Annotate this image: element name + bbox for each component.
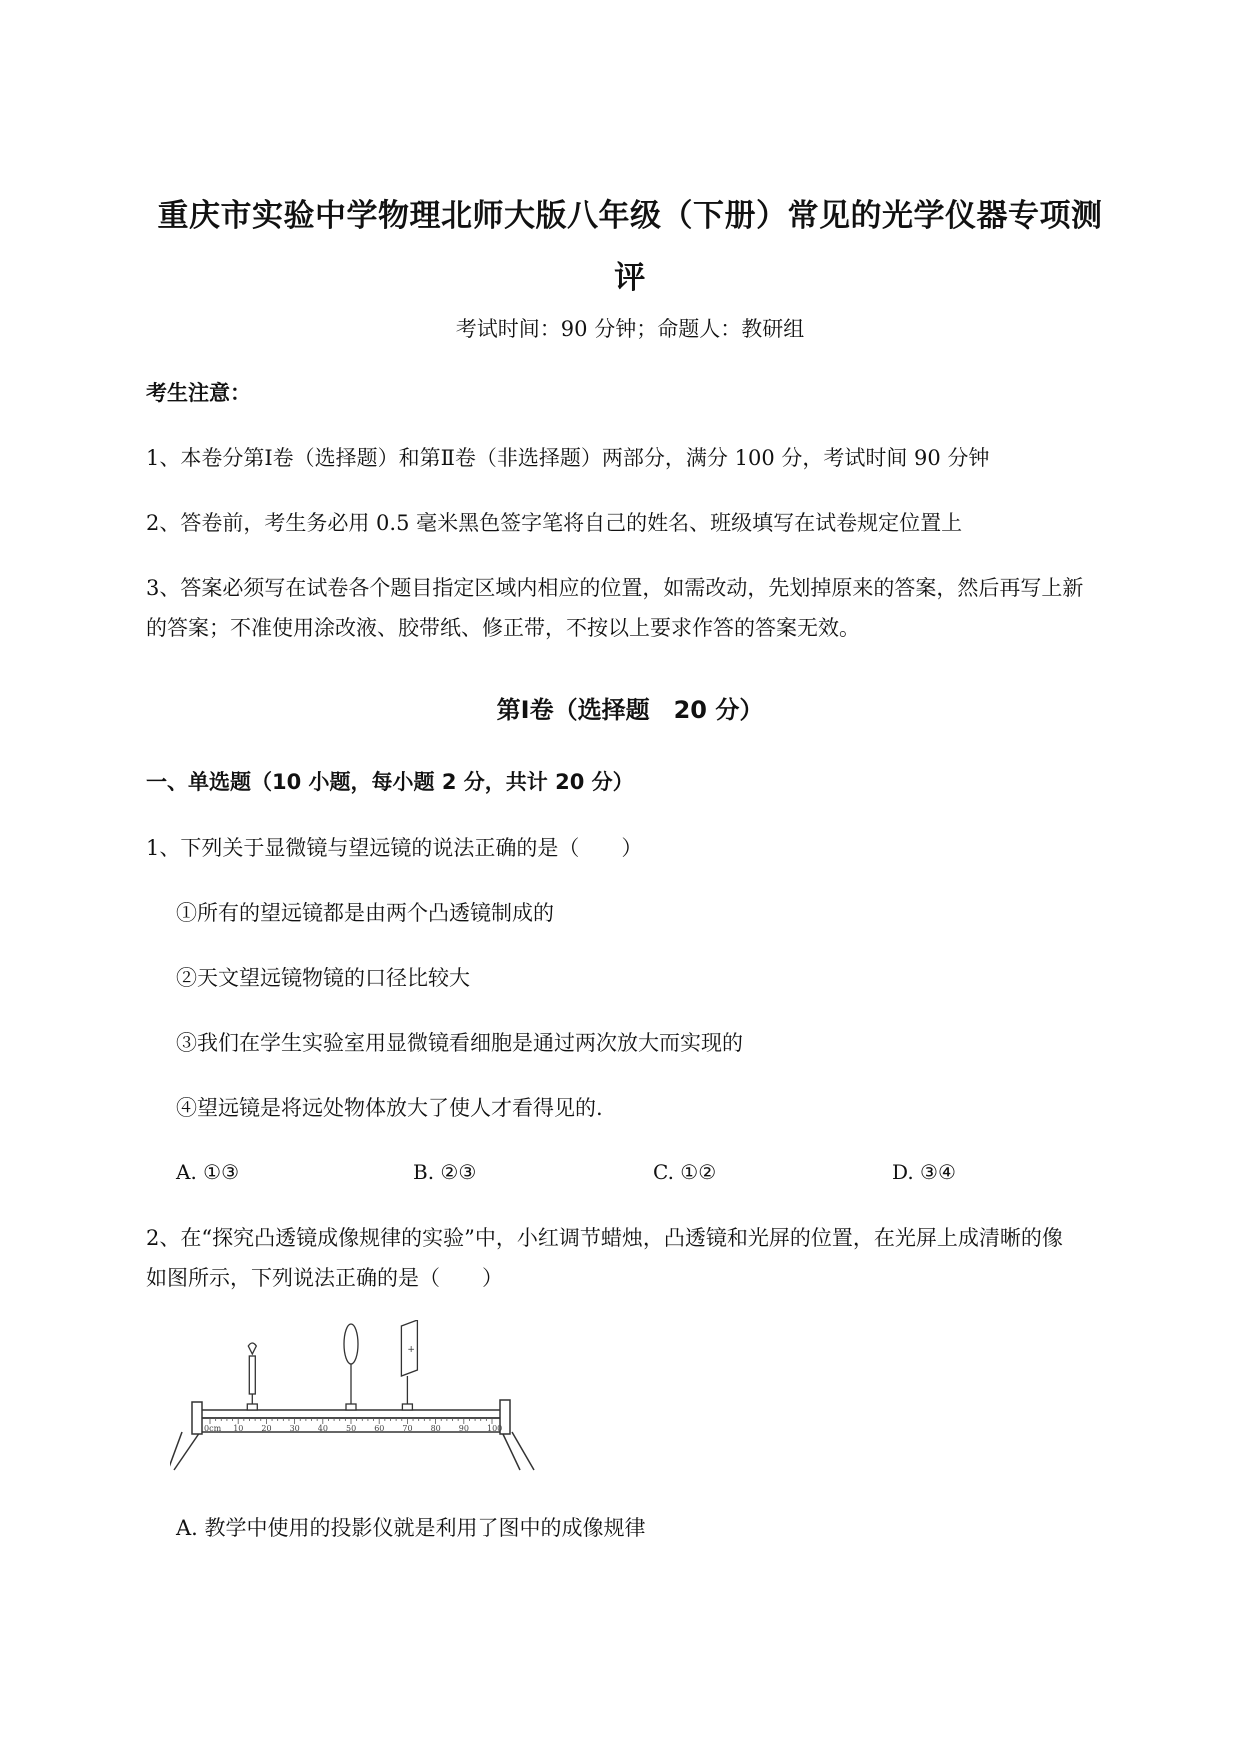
bench-left-end — [192, 1402, 202, 1434]
q1-statement-4: ④望远镜是将远处物体放大了使人才看得见的. — [176, 1096, 603, 1120]
scale-label: 80 — [430, 1424, 441, 1433]
scale-label: 60 — [374, 1424, 385, 1433]
scale-label: 90 — [458, 1424, 469, 1433]
bench-left-leg-inner — [170, 1432, 182, 1470]
scale-label: 50 — [346, 1424, 357, 1433]
bench-rail-top — [200, 1410, 502, 1418]
scale-label: 100 — [487, 1424, 503, 1433]
scale-label: 0cm — [204, 1424, 222, 1433]
q2-stem-line1: 2、在“探究凸透镜成像规律的实验”中，小红调节蜡烛，凸透镜和光屏的位置，在光屏上成清晰的像 — [146, 1226, 1063, 1250]
q1-option-b: B. ②③ — [413, 1160, 477, 1184]
notice-heading: 考生注意： — [146, 381, 251, 405]
q1-statement-2: ②天文望远镜物镜的口径比较大 — [176, 966, 470, 990]
candle-flame — [248, 1343, 256, 1354]
q1-statement-3: ③我们在学生实验室用显微镜看细胞是通过两次放大而实现的 — [176, 1031, 743, 1055]
convex-lens — [344, 1324, 358, 1410]
candle-body — [249, 1356, 255, 1394]
notice-item-2: 2、答卷前，考生务必用 0.5 毫米黑色签字笔将自己的姓名、班级填写在试卷规定位置上 — [146, 511, 963, 535]
part1-title: 第Ⅰ卷（选择题 20 分） — [496, 696, 764, 724]
light-screen — [401, 1320, 417, 1410]
section-heading: 一、单选题（10 小题，每小题 2 分，共计 20 分） — [146, 770, 634, 794]
q2-stem-line2: 如图所示，下列说法正确的是（ ） — [146, 1266, 503, 1290]
bench-right-leg-inner — [502, 1432, 520, 1470]
candle-base — [247, 1404, 257, 1410]
exam-subtitle: 考试时间：90 分钟；命题人：教研组 — [455, 317, 805, 341]
exam-title-line1: 重庆市实验中学物理北师大版八年级（下册）常见的光学仪器专项测 — [157, 198, 1103, 234]
scale-label: 70 — [402, 1424, 413, 1433]
q2-option-a: A. 教学中使用的投影仪就是利用了图中的成像规律 — [176, 1516, 646, 1540]
q1-stem: 1、下列关于显微镜与望远镜的说法正确的是（ ） — [146, 836, 643, 860]
q1-option-a: A. ①③ — [176, 1160, 240, 1184]
notice-item-3-line2: 的答案；不准使用涂改液、胶带纸、修正带，不按以上要求作答的答案无效。 — [146, 616, 860, 640]
screen-image-mark: + — [407, 1345, 415, 1355]
q1-option-c: C. ①② — [653, 1160, 717, 1184]
scale-label: 20 — [261, 1424, 272, 1433]
q1-option-d: D. ③④ — [892, 1160, 956, 1184]
notice-item-1: 1、本卷分第Ⅰ卷（选择题）和第Ⅱ卷（非选择题）两部分，满分 100 分，考试时间 90 分钟 — [146, 446, 990, 470]
bench-right-leg — [512, 1432, 534, 1470]
scale-label: 10 — [233, 1424, 244, 1433]
scale-label: 30 — [289, 1424, 300, 1433]
q1-statement-1: ①所有的望远镜都是由两个凸透镜制成的 — [176, 901, 554, 925]
screen-base — [402, 1404, 412, 1410]
optical-bench-figure — [170, 1320, 550, 1480]
notice-item-3-line1: 3、答案必须写在试卷各个题目指定区域内相应的位置，如需改动，先划掉原来的答案，然后再写上新 — [146, 576, 1084, 600]
exam-title-line2: 评 — [614, 260, 646, 296]
candle — [247, 1343, 257, 1410]
scale-label: 40 — [317, 1424, 328, 1433]
lens-base — [346, 1404, 356, 1410]
lens-body — [344, 1324, 358, 1364]
bench-left-leg — [174, 1432, 200, 1470]
